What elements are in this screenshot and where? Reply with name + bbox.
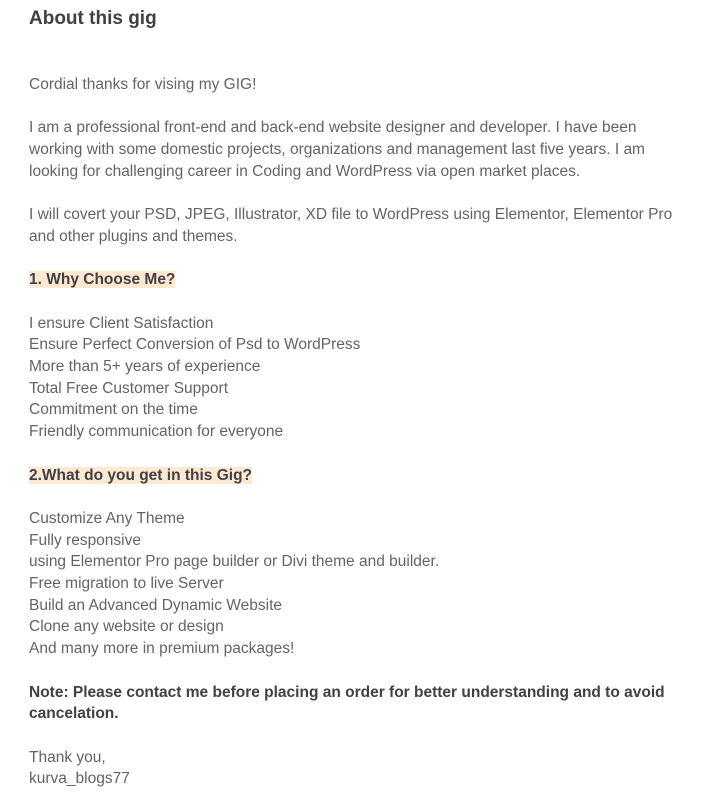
list-item: Customize Any Theme	[29, 509, 185, 527]
convert-paragraph	[29, 204, 689, 247]
signoff	[29, 747, 689, 790]
convert-line: I will covert your PSD, JPEG, Illustrator, XD file to WordPress using Elementor, Elementor Pro	[29, 206, 673, 224]
why-choose-list	[29, 313, 689, 443]
about-line: looking for challenging career in Coding and WordPress via open market places.	[29, 162, 581, 180]
list-item: Ensure Perfect Conversion of Psd to WordPress	[29, 336, 361, 354]
list-item: More than 5+ years of experience	[29, 358, 261, 376]
why-heading-row	[29, 269, 689, 291]
about-line: working with some domestic projects, organizations and management last five years. I am	[29, 141, 645, 159]
list-item: Commitment on the time	[29, 401, 198, 419]
intro-line: Cordial thanks for vising my GIG!	[29, 76, 257, 93]
gig-description	[29, 74, 689, 790]
seller-name: kurva_blogs77	[29, 770, 130, 788]
intro-text	[29, 74, 689, 96]
list-item: I ensure Client Satisfaction	[29, 314, 214, 332]
about-line: I am a professional front-end and back-end website designer and developer. I have been	[29, 119, 637, 137]
list-item: Friendly communication for everyone	[29, 423, 284, 441]
list-item: And many more in premium packages!	[29, 640, 295, 658]
why-choose-heading: 1. Why Choose Me?	[29, 271, 176, 289]
what-you-get-heading: 2.What do you get in this Gig?	[29, 466, 253, 484]
note-line: cancelation.	[29, 705, 119, 723]
convert-line: and other plugins and themes.	[29, 227, 238, 245]
list-item: Clone any website or design	[29, 618, 224, 636]
list-item: Fully responsive	[29, 531, 141, 549]
about-paragraph	[29, 117, 689, 182]
list-item: Free migration to live Server	[29, 575, 224, 593]
list-item: using Elementor Pro page builder or Divi theme and builder.	[29, 553, 440, 571]
thanks-text: Thank you,	[29, 748, 106, 766]
what-you-get-list	[29, 508, 689, 660]
get-heading-row	[29, 465, 689, 487]
note-paragraph	[29, 682, 689, 725]
list-item: Build an Advanced Dynamic Website	[29, 596, 283, 614]
note-line: Note: Please contact me before placing an order for better understanding and to avoid	[29, 683, 665, 701]
list-item: Total Free Customer Support	[29, 379, 229, 397]
section-title: About this gig	[29, 8, 157, 29]
